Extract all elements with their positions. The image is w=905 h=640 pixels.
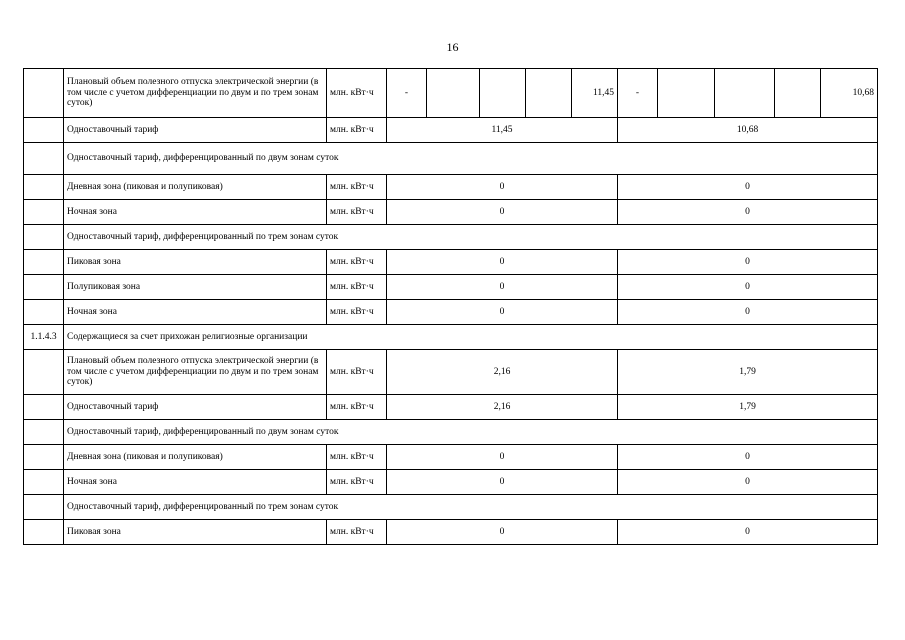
- value-cell: [775, 69, 821, 118]
- value-cell: -: [387, 69, 427, 118]
- row-code: [24, 275, 64, 300]
- row-code: [24, 250, 64, 275]
- table-row: [24, 420, 878, 445]
- row-code: [24, 143, 64, 175]
- value-cell: 1,79: [618, 395, 878, 420]
- table-row: [24, 175, 878, 200]
- row-label: Одноставочный тариф: [64, 118, 327, 143]
- table-row: [24, 300, 878, 325]
- row-code: [24, 225, 64, 250]
- value-cell: 0: [618, 175, 878, 200]
- row-code: [24, 175, 64, 200]
- row-label: Одноставочный тариф: [64, 395, 327, 420]
- value-cell: [480, 69, 526, 118]
- row-code: [24, 300, 64, 325]
- table-row: [24, 350, 878, 395]
- row-label: Дневная зона (пиковая и полупиковая): [64, 175, 327, 200]
- value-cell: 10,68: [618, 118, 878, 143]
- row-unit: млн. кВт·ч: [327, 175, 387, 200]
- value-cell: 0: [387, 470, 618, 495]
- row-unit: млн. кВт·ч: [327, 395, 387, 420]
- section-label: Содержащиеся за счет прихожан религиозные организации: [64, 325, 878, 350]
- value-cell: 0: [618, 250, 878, 275]
- value-cell: 0: [618, 300, 878, 325]
- table-row: [24, 520, 878, 545]
- value-cell: 0: [618, 470, 878, 495]
- row-code: [24, 69, 64, 118]
- value-cell: 0: [387, 445, 618, 470]
- row-unit: млн. кВт·ч: [327, 200, 387, 225]
- table-row: [24, 445, 878, 470]
- row-label: Дневная зона (пиковая и полупиковая): [64, 445, 327, 470]
- value-cell: 0: [618, 520, 878, 545]
- value-cell: 0: [618, 275, 878, 300]
- row-unit: млн. кВт·ч: [327, 445, 387, 470]
- row-unit: млн. кВт·ч: [327, 470, 387, 495]
- value-cell: [715, 69, 775, 118]
- table-row: [24, 69, 878, 118]
- row-label: Ночная зона: [64, 300, 327, 325]
- row-unit: млн. кВт·ч: [327, 118, 387, 143]
- table-row: [24, 225, 878, 250]
- section-label: Одноставочный тариф, дифференцированный по двум зонам суток: [64, 420, 878, 445]
- row-label: Плановый объем полезного отпуска электрической энергии (в том числе с учетом дифференциации по двум и по трем зонам суток): [64, 69, 327, 118]
- row-code: [24, 350, 64, 395]
- section-label: Одноставочный тариф, дифференцированный по трем зонам суток: [64, 225, 878, 250]
- value-cell: 10,68: [821, 69, 878, 118]
- table-row: [24, 118, 878, 143]
- row-label: Ночная зона: [64, 200, 327, 225]
- row-code: [24, 445, 64, 470]
- row-label: Пиковая зона: [64, 520, 327, 545]
- row-unit: млн. кВт·ч: [327, 275, 387, 300]
- row-label: Плановый объем полезного отпуска электрической энергии (в том числе с учетом дифференциации по двум и по трем зонам суток): [64, 350, 327, 395]
- row-label: Полупиковая зона: [64, 275, 327, 300]
- row-code: [24, 470, 64, 495]
- row-label: Пиковая зона: [64, 250, 327, 275]
- value-cell: 0: [387, 250, 618, 275]
- value-cell: 0: [387, 275, 618, 300]
- row-code: [24, 395, 64, 420]
- row-unit: млн. кВт·ч: [327, 520, 387, 545]
- value-cell: 0: [387, 200, 618, 225]
- row-unit: млн. кВт·ч: [327, 300, 387, 325]
- table-row: [24, 325, 878, 350]
- table-row: [24, 470, 878, 495]
- value-cell: 0: [387, 520, 618, 545]
- value-cell: -: [618, 69, 658, 118]
- value-cell: 1,79: [618, 350, 878, 395]
- table-row: [24, 200, 878, 225]
- page-number: 16: [446, 40, 459, 54]
- row-code: [24, 520, 64, 545]
- value-cell: [427, 69, 480, 118]
- row-code: [24, 118, 64, 143]
- table-row: [24, 143, 878, 175]
- value-cell: 11,45: [572, 69, 618, 118]
- row-unit: млн. кВт·ч: [327, 69, 387, 118]
- section-label: Одноставочный тариф, дифференцированный по двум зонам суток: [64, 143, 878, 175]
- tariff-table: [23, 68, 878, 545]
- table-row: [24, 250, 878, 275]
- value-cell: 0: [618, 200, 878, 225]
- row-unit: млн. кВт·ч: [327, 350, 387, 395]
- value-cell: [526, 69, 572, 118]
- row-unit: млн. кВт·ч: [327, 250, 387, 275]
- value-cell: 2,16: [387, 395, 618, 420]
- value-cell: 0: [387, 175, 618, 200]
- table-row: [24, 395, 878, 420]
- value-cell: 0: [387, 300, 618, 325]
- value-cell: 11,45: [387, 118, 618, 143]
- value-cell: 0: [618, 445, 878, 470]
- value-cell: 2,16: [387, 350, 618, 395]
- section-label: Одноставочный тариф, дифференцированный по трем зонам суток: [64, 495, 878, 520]
- table-row: [24, 495, 878, 520]
- value-cell: [658, 69, 715, 118]
- table-row: [24, 275, 878, 300]
- row-code: 1.1.4.3: [24, 325, 64, 350]
- row-code: [24, 200, 64, 225]
- row-label: Ночная зона: [64, 470, 327, 495]
- row-code: [24, 420, 64, 445]
- row-code: [24, 495, 64, 520]
